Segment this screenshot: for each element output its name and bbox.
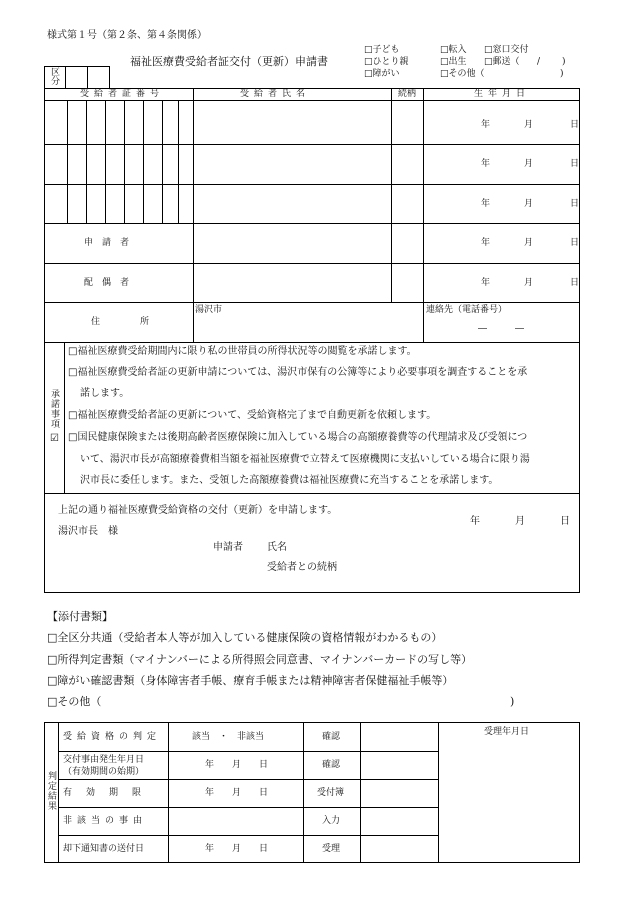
address-label: 住所: [91, 317, 190, 327]
received-date-label: 受理年月日: [484, 727, 530, 737]
judgment-label-eligibility: 受給資格の判定: [63, 732, 162, 742]
category-label: 区分: [51, 68, 61, 87]
judgment-label-issue-date: 交付事由発生年月日: [63, 755, 145, 765]
attachment-disability[interactable]: □障がい確認書類（身体障害者手帳、療育手帳または精神障害者保健福祉手帳等）: [47, 674, 454, 687]
option-mail-close: ): [562, 57, 566, 67]
attachment-other[interactable]: □その他（: [47, 695, 102, 708]
consent-item-1[interactable]: □福祉医療費受給期間内に限り私の世帯員の所得状況等の閲覧を承諾します。: [68, 346, 417, 357]
declaration-applicant: 申請者: [213, 542, 243, 553]
declaration-relation[interactable]: 受給者との続柄: [267, 562, 337, 573]
option-mail-slash: /: [537, 57, 541, 67]
judgment-value-rejection[interactable]: 年 月 日: [205, 844, 269, 854]
consent-label: 承諾事項: [51, 390, 61, 430]
consent-item-4-cont1: いて、湯沢市長が高額療養費相当額を福祉医療費で立替えて医療機関に支払いしている場合に限り湯: [80, 454, 530, 465]
declaration-name[interactable]: 氏名: [267, 542, 287, 553]
applicant-label: 申請者: [84, 238, 139, 248]
option-counter[interactable]: □窓口交付: [484, 45, 529, 55]
col-recipient-name: 受給者氏名: [240, 89, 311, 99]
judgment-check-3: 受付簿: [317, 788, 345, 798]
consent-item-3[interactable]: □福祉医療費受給者証の更新について、受給資格完了まで自動更新を依頼します。: [68, 410, 437, 421]
option-other-close: ): [560, 69, 564, 79]
contact-dash-2: ―: [515, 324, 524, 334]
form-title: 福祉医療費受給者証交付（更新）申請書: [130, 55, 328, 68]
judgment-label-validity: 有効期限: [63, 788, 156, 798]
option-disability[interactable]: □障がい: [364, 69, 400, 79]
form-number: 様式第１号（第２条、第４条関係）: [47, 30, 207, 41]
judgment-label-rejection: 却下通知書の送付日: [63, 844, 145, 854]
option-move-in[interactable]: □転入: [440, 45, 467, 55]
consent-item-4-cont2: 沢市長に委任します。また、受領した高額療養費は福祉医療費に充当することを承諾します。: [80, 475, 499, 486]
col-relation: 続柄: [398, 89, 417, 99]
judgment-value-eligibility[interactable]: 該当 ・ 非該当: [192, 732, 265, 742]
judgment-value-issue-date[interactable]: 年 月 日: [205, 760, 269, 770]
mayor-address: 湯沢市長 様: [58, 526, 118, 537]
judgment-value-validity[interactable]: 年 月 日: [205, 788, 269, 798]
attachments-heading: 【添付書類】: [47, 610, 113, 623]
consent-item-4[interactable]: □国民健康保険または後期高齢者医療保険に加入している場合の高額療養費等の代理請求及び受領につ: [68, 432, 528, 443]
judgment-label-non-eligible: 非該当の事由: [63, 816, 148, 826]
attachment-income[interactable]: □所得判定書類（マイナンバーによる所得照会同意書、マイナンバーカードの写し等）: [47, 653, 473, 666]
declaration-text: 上記の通り福祉医療費受給資格の交付（更新）を申請します。: [58, 505, 338, 516]
judgment-check-4: 入力: [322, 816, 341, 826]
address-city[interactable]: 湯沢市: [195, 305, 223, 315]
option-child[interactable]: □子ども: [364, 45, 400, 55]
option-birth[interactable]: □出生: [440, 57, 467, 67]
option-single-parent[interactable]: □ひとり親: [364, 57, 409, 67]
judgment-side-label: 判定結果: [48, 772, 58, 812]
judgment-check-1: 確認: [322, 732, 341, 742]
attachment-common[interactable]: □全区分共通（受給者本人等が加入している健康保険の資格情報がわかるもの）: [47, 631, 443, 644]
judgment-check-5: 受理: [322, 844, 341, 854]
spouse-label: 配偶者: [84, 278, 139, 288]
col-cert-number: 受給者証番号: [80, 89, 165, 99]
contact-label[interactable]: 連絡先（電話番号）: [426, 305, 508, 315]
contact-dash-1: ―: [478, 324, 487, 334]
category-box: [44, 66, 110, 89]
consent-item-2[interactable]: □福祉医療費受給者証の更新申請については、湯沢市保有の公簿等により必要事項を調査することを承: [68, 367, 528, 378]
judgment-label-issue-date-2: （有効期間の始期）: [63, 767, 145, 777]
consent-check-icon[interactable]: ☑: [50, 433, 59, 444]
option-other[interactable]: □その他（: [440, 69, 485, 79]
attachment-other-close: ): [510, 695, 515, 708]
col-birthdate: 生年月日: [474, 89, 531, 99]
consent-item-2-cont: 諾します。: [80, 388, 130, 399]
judgment-check-2: 確認: [322, 760, 341, 770]
option-mail[interactable]: □郵送（: [484, 57, 520, 67]
